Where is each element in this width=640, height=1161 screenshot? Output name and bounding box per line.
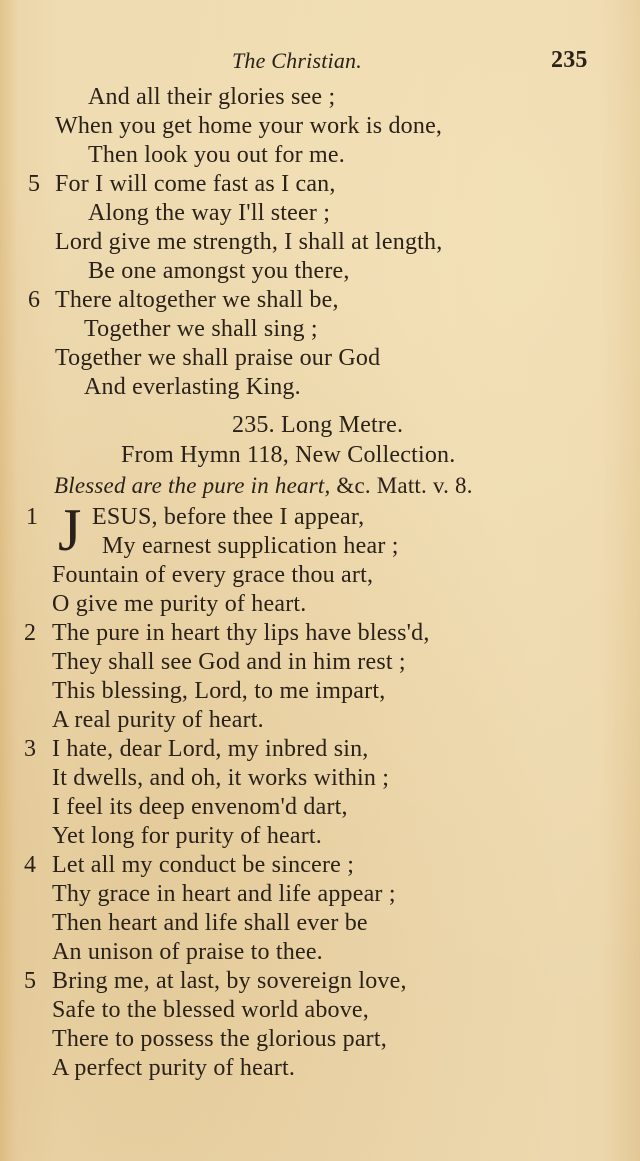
- verse-number: 2: [24, 620, 36, 646]
- verse-line: Then heart and life shall ever be: [52, 910, 368, 936]
- verse-number: 1: [26, 504, 38, 530]
- verse-line: The pure in heart thy lips have bless'd,: [52, 620, 430, 646]
- verse-line: For I will come fast as I can,: [55, 171, 336, 197]
- verse-number: 5: [24, 968, 36, 994]
- verse-line: And everlasting King.: [84, 374, 301, 400]
- verse-line: It dwells, and oh, it works within ;: [52, 765, 390, 791]
- verse-line: Thy grace in heart and life appear ;: [52, 881, 396, 907]
- verse-line: Lord give me strength, I shall at length,: [55, 229, 443, 255]
- verse-line: Along the way I'll steer ;: [88, 200, 331, 226]
- hymn-epigraph: [54, 471, 473, 500]
- verse-line: Safe to the blessed world above,: [52, 997, 369, 1023]
- verse-line: Together we shall praise our God: [55, 345, 381, 371]
- verse-line: ESUS, before thee I appear,: [92, 504, 365, 530]
- hymn-heading: 235. Long Metre.: [232, 412, 404, 438]
- verse-line: Be one amongst you there,: [88, 258, 350, 284]
- verse-line: An unison of praise to thee.: [52, 939, 323, 965]
- verse-number: 4: [24, 852, 36, 878]
- running-title: The Christian.: [232, 48, 362, 73]
- page-number: 235: [551, 47, 588, 73]
- verse-line: I hate, dear Lord, my inbred sin,: [52, 736, 369, 762]
- epigraph-italic: Blessed are the pure in heart,: [54, 473, 331, 498]
- verse-line: A perfect purity of heart.: [52, 1055, 296, 1081]
- verse-line: Yet long for purity of heart.: [52, 823, 322, 849]
- verse-line: Then look you out for me.: [88, 142, 345, 168]
- verse-line: There altogether we shall be,: [55, 287, 339, 313]
- verse-line: Bring me, at last, by sovereign love,: [52, 968, 407, 994]
- verse-line: Fountain of every grace thou art,: [52, 562, 374, 588]
- verse-line: O give me purity of heart.: [52, 591, 307, 617]
- verse-line: And all their glories see ;: [88, 84, 336, 110]
- verse-line: Let all my conduct be sincere ;: [52, 852, 355, 878]
- verse-number: 6: [28, 287, 40, 313]
- epigraph-reference: &c. Matt. v. 8.: [330, 473, 473, 498]
- verse-line: A real purity of heart.: [52, 707, 264, 733]
- verse-line: This blessing, Lord, to me impart,: [52, 678, 386, 704]
- verse-line: I feel its deep envenom'd dart,: [52, 794, 348, 820]
- verse-line: They shall see God and in him rest ;: [52, 649, 406, 675]
- drop-cap: J: [58, 497, 82, 563]
- hymn-source: From Hymn 118, New Collection.: [121, 442, 456, 468]
- verse-line: There to possess the glorious part,: [52, 1026, 387, 1052]
- verse-number: 3: [24, 736, 36, 762]
- verse-number: 5: [28, 171, 40, 197]
- verse-line: Together we shall sing ;: [84, 316, 318, 342]
- verse-line: My earnest supplication hear ;: [102, 533, 399, 559]
- verse-line: When you get home your work is done,: [55, 113, 443, 139]
